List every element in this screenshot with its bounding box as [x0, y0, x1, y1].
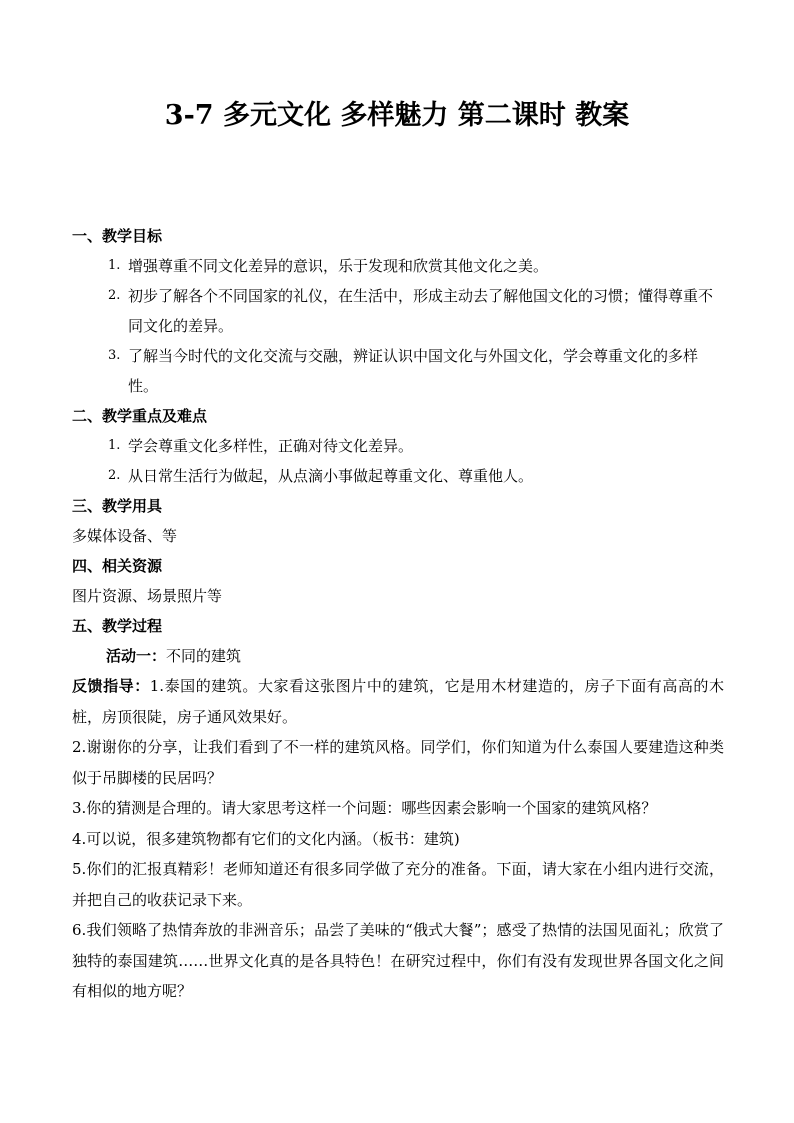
section-heading-key-points: 二、教学重点及难点 [72, 407, 208, 425]
paragraph [72, 732, 724, 793]
activity-line [72, 641, 724, 671]
key-points-list [72, 431, 724, 491]
paragraph-text: 1.泰国的建筑。大家看这张图片中的建筑，它是用木材建造的，房子下面有高高的木桩，房顶很陡，房子通风效果好。 [72, 677, 724, 726]
list-item [72, 461, 724, 491]
list-number: 1. [108, 438, 121, 453]
paragraph-text: 3.你的猜测是合理的。请大家思考这样一个问题：哪些因素会影响一个国家的建筑风格？ [72, 799, 657, 817]
section-heading-teaching-tools: 三、教学用具 [72, 497, 163, 515]
document-body [72, 221, 724, 1007]
teaching-tools-text: 多媒体设备、等 [72, 527, 178, 545]
resources-text: 图片资源、场景照片等 [72, 587, 223, 605]
feedback-label: 反馈指导： [72, 677, 150, 695]
paragraph [72, 793, 724, 824]
paragraph [72, 671, 724, 732]
list-item [72, 431, 724, 461]
activity-label: 活动一： [106, 647, 167, 665]
list-text: 了解当今时代的文化交流与交融，辨证认识中国文化与外国文化，学会尊重文化的多样性。 [128, 347, 699, 395]
paragraph [72, 824, 724, 855]
paragraph-text: 2.谢谢你的分享，让我们看到了不一样的建筑风格。同学们，你们知道为什么泰国人要建造这种类似于吊脚楼的民居吗？ [72, 738, 724, 787]
activity-text: 不同的建筑 [166, 647, 242, 665]
list-number: 3. [108, 348, 121, 363]
document-title: 3-7 多元文化 多样魅力 第二课时 教案 [164, 100, 630, 131]
list-text: 从日常生活行为做起，从点滴小事做起尊重文化、尊重他人。 [128, 467, 534, 485]
list-item [72, 281, 724, 341]
paragraph-text: 5.你们的汇报真精彩！老师知道还有很多同学做了充分的准备。下面，请大家在小组内进行交流，并把自己的收获记录下来。 [72, 860, 724, 909]
paragraph [72, 854, 724, 915]
teaching-goals-list [72, 251, 724, 401]
paragraph-text: 6.我们领略了热情奔放的非洲音乐；品尝了美味的“俄式大餐”；感受了热情的法国见面礼；欣赏了独特的泰国建筑……世界文化真的是各具特色！在研究过程中，你们有没有发现世界各国文化之间有相似的地方呢？ [72, 921, 724, 1000]
paragraph-text: 4.可以说，很多建筑物都有它们的文化内涵。（板书：建筑) [72, 829, 460, 848]
list-text: 学会尊重文化多样性，正确对待文化差异。 [128, 437, 414, 455]
list-text: 增强尊重不同文化差异的意识，乐于发现和欣赏其他文化之美。 [128, 257, 549, 275]
list-number: 2. [108, 288, 121, 303]
section-heading-teaching-goals: 一、教学目标 [72, 227, 163, 245]
section-heading-teaching-process: 五、教学过程 [72, 617, 163, 635]
list-item [72, 341, 724, 401]
list-text: 初步了解各个不同国家的礼仪，在生活中，形成主动去了解他国文化的习惯；懂得尊重不同文化的差异。 [128, 287, 714, 335]
paragraph [72, 915, 724, 1007]
list-number: 1. [108, 258, 121, 273]
list-number: 2. [108, 468, 121, 483]
list-item [72, 251, 724, 281]
section-heading-resources: 四、相关资源 [72, 557, 163, 575]
